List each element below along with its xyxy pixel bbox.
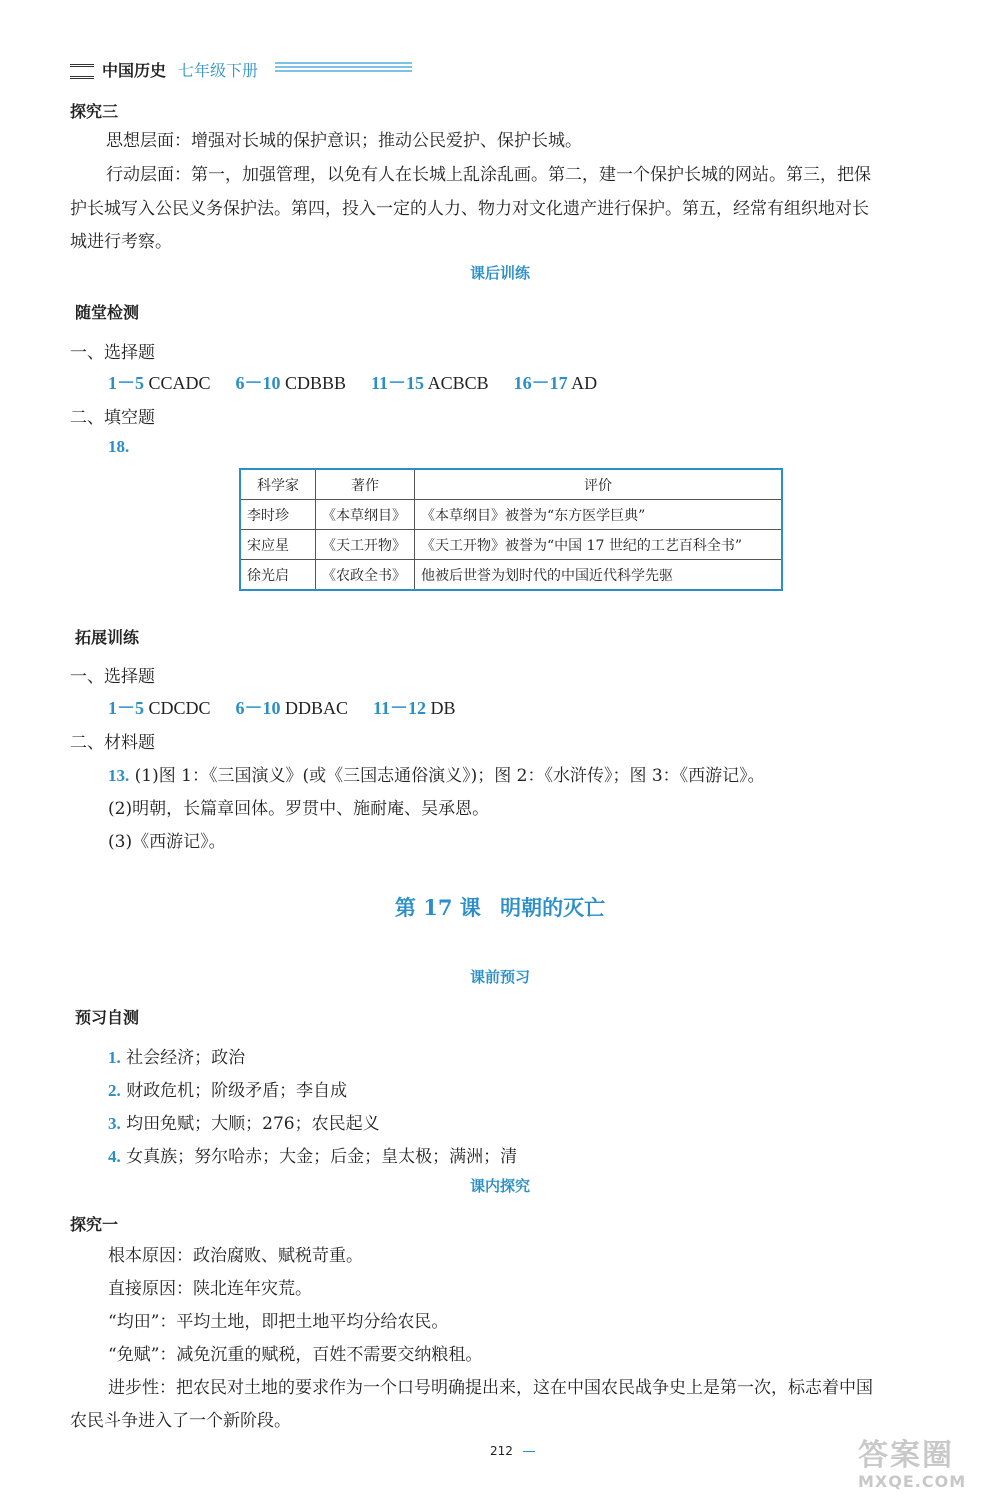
item-number: 3. [108,1114,121,1133]
table-cell: 《本草纲目》 [316,500,415,530]
item-number: 2. [108,1081,121,1100]
paragraph: 行动层面：第一，加强管理，以免有人在长城上乱涂乱画。第二，建一个保护长城的网站。第三，把保 [106,165,871,185]
paragraph: “均田”：平均土地，即把土地平均分给农民。 [108,1312,449,1332]
answer-range: 11－12 [373,698,427,718]
answer-letters: AD [571,373,598,393]
answer-text: (1)图 1：《三国演义》(或《三国志通俗演义》)；图 2：《水浒传》；图 3：《西游记》。 [134,766,765,786]
question-type: 一、选择题 [70,343,155,363]
question-number: 18. [108,437,130,456]
heading-after-class: 课后训练 [469,264,530,282]
answer-range: 11－15 [371,373,425,393]
watermark-url: MXQE.COM [858,1472,967,1491]
table-cell: 徐光启 [240,560,316,591]
item-text: 女真族；努尔哈赤；大金；后金；皇太极；满洲；清 [126,1147,518,1167]
paragraph: 进步性：把农民对土地的要求作为一个口号明确提出来，这在中国农民战争史上是第一次，标志着中国 [108,1378,873,1398]
item-text: 社会经济；政治 [126,1048,246,1068]
list-item [108,1109,380,1134]
question-type: 二、材料题 [70,733,155,753]
table-header: 评价 [415,469,783,500]
table-cell: 他被后世誉为划时代的中国近代科学先驱 [415,560,783,591]
paragraph: 护长城写入公民义务保护法。第四，投入一定的人力、物力对文化遗产进行保护。第五，经常有组织地对长 [70,199,869,219]
lesson-title [0,892,1000,922]
answer-letters: CDCDC [148,698,211,718]
answer-range: 6－10 [235,698,281,718]
section-title-preview: 预习自测 [75,1008,140,1027]
answer-row [108,369,597,395]
lesson-number: 第 17 课 [394,895,481,920]
answer-letters: DB [430,698,456,718]
answer-row [108,694,456,720]
answer-letters: DDBAC [285,698,349,718]
header-subject: 中国历史 [102,61,167,80]
scientist-table [239,468,783,591]
table-header: 科学家 [240,469,316,500]
list-item [108,1142,517,1167]
table-row [240,560,782,591]
item-text: 均田免赋；大顺；276；农民起义 [126,1114,380,1134]
table-row [240,500,782,530]
paragraph: 城进行考察。 [70,232,172,252]
page-number [490,1444,535,1458]
question-type: 一、选择题 [70,667,155,687]
table-cell: 李时珍 [240,500,316,530]
paragraph: 直接原因：陕北连年灾荒。 [108,1279,312,1299]
section-title-extension: 拓展训练 [75,628,140,647]
section-title-tanjiu1: 探究一 [70,1215,119,1234]
answer-range: 1－5 [108,698,144,718]
list-item [108,1043,245,1068]
item-text: 财政危机；阶级矛盾；李自成 [126,1081,348,1101]
lesson-name: 明朝的灭亡 [500,895,606,920]
watermark-logo-text: 答案圈 [858,1438,954,1473]
table-cell: 《本草纲目》被誉为“东方医学巨典” [415,500,783,530]
question-type: 二、填空题 [70,408,155,428]
heading-preview: 课前预习 [469,968,530,986]
paragraph: 根本原因：政治腐败、赋税苛重。 [108,1246,363,1266]
table-cell: 《天工开物》被誉为“中国 17 世纪的工艺百科全书” [415,530,783,560]
answer-line: (3)《西游记》。 [108,832,226,852]
table-header: 著作 [316,469,415,500]
list-item [108,1076,347,1101]
table-header-row [240,469,782,500]
paragraph: 农民斗争进入了一个新阶段。 [70,1411,291,1431]
table-cell: 《农政全书》 [316,560,415,591]
section-title-tanjiu3: 探究三 [70,102,119,121]
table-cell: 宋应星 [240,530,316,560]
answer-line: (2)明朝，长篇章回体。罗贯中、施耐庵、吴承恩。 [108,799,490,819]
page-number-text: 212 [490,1444,513,1458]
answer-range: 16－17 [513,373,568,393]
header-stripe [275,62,412,74]
item-number: 4. [108,1147,121,1166]
header-grade: 七年级下册 [178,61,259,80]
table-cell: 《天工开物》 [316,530,415,560]
header-decoration [70,64,94,79]
answer-range: 6－10 [235,373,281,393]
table-row [240,530,782,560]
answer-letters: ACBCB [427,373,489,393]
answer-range: 1－5 [108,373,144,393]
watermark [858,1440,966,1491]
answer-letters: CDBBB [285,373,347,393]
heading-inclass: 课内探究 [469,1177,530,1195]
item-number: 1. [108,1048,121,1067]
paragraph: “免赋”：减免沉重的赋税，百姓不需要交纳粮租。 [108,1345,483,1365]
answer-line [108,761,765,786]
answer-letters: CCADC [148,373,211,393]
paragraph: 思想层面：增强对长城的保护意识；推动公民爱护、保护长城。 [106,131,582,151]
section-title-quiz: 随堂检测 [75,303,140,322]
question-number: 13. [108,766,130,785]
